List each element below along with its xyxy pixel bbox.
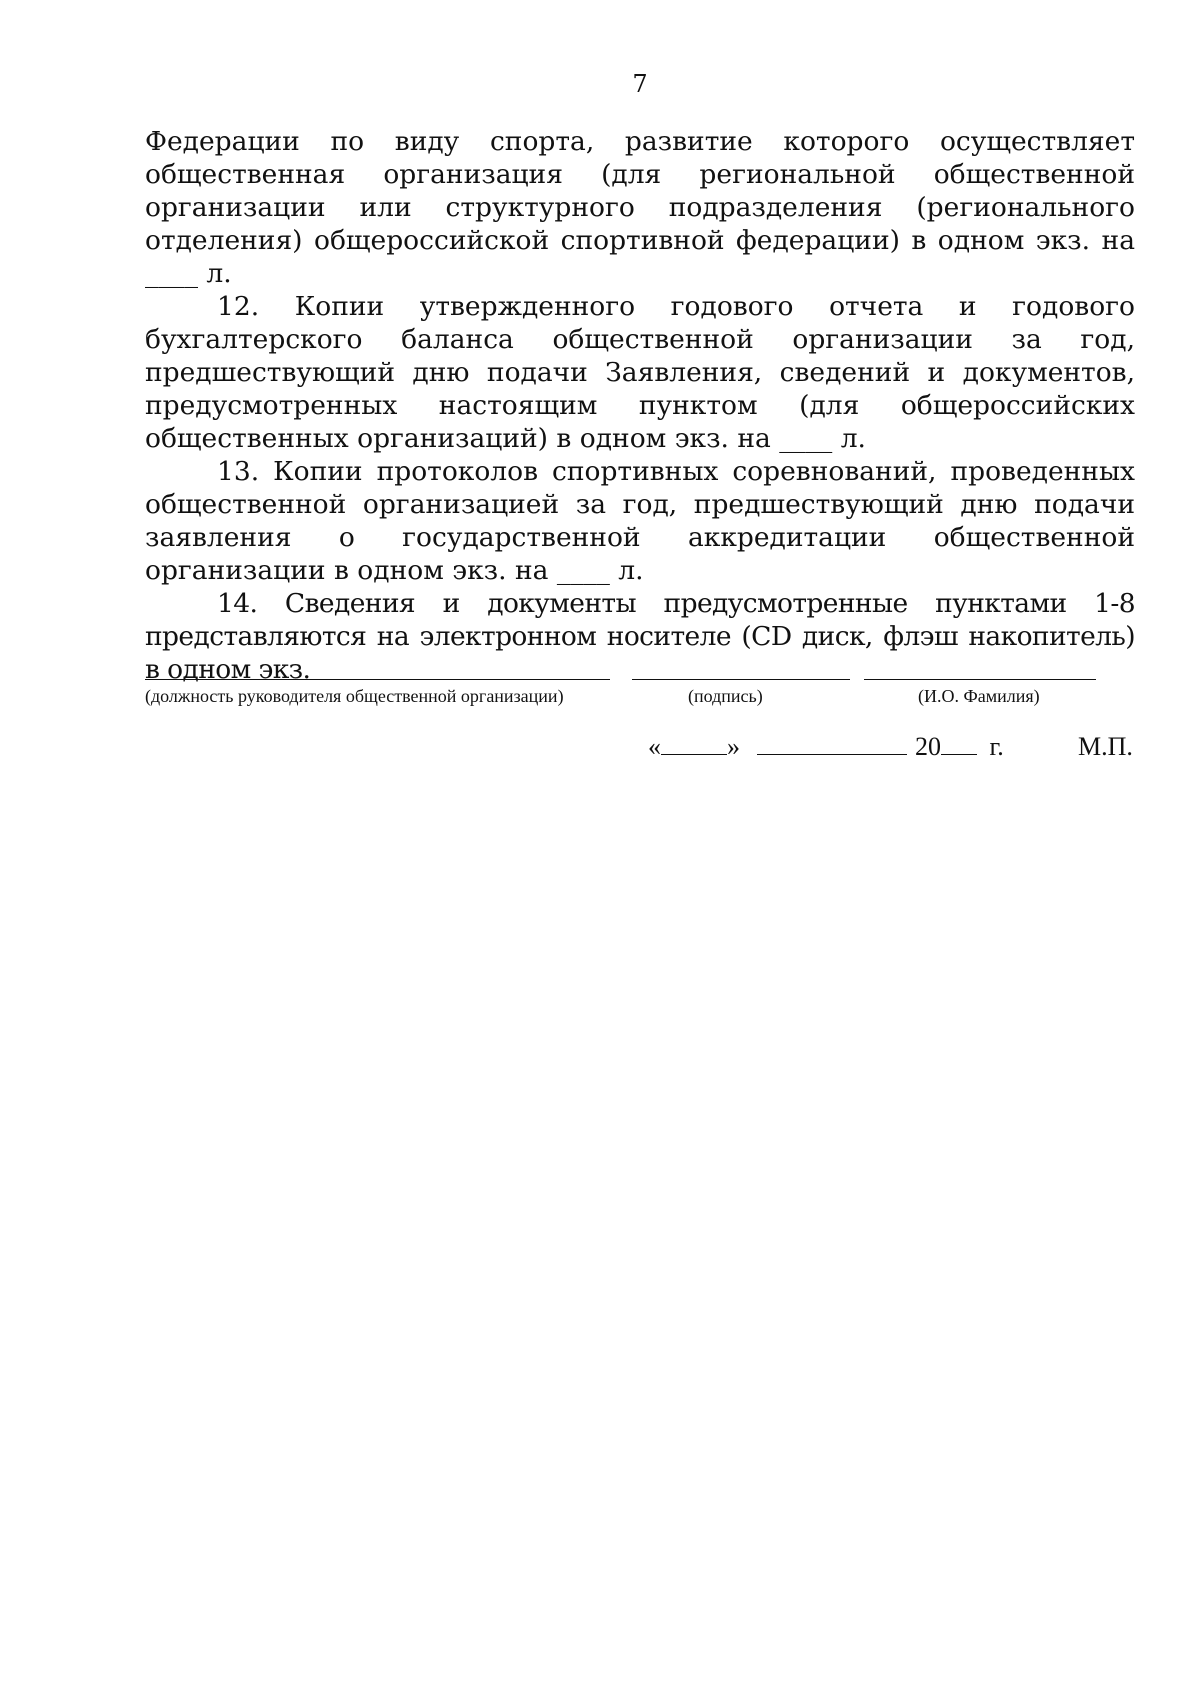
signature-line: [632, 679, 850, 680]
paragraph-item-13: 13. Копии протоколов спортивных соревнований, проведенных общественной организацией за год, предшествующий дню подачи заявления о государственной аккредитации общественной организации в одном экз. на ____ л.: [145, 456, 1135, 586]
document-body: [145, 125, 1135, 686]
date-close-quote: »: [727, 732, 740, 761]
date-line: [648, 732, 1004, 762]
paragraph-continuation: Федерации по виду спорта, развитие которого осуществляет общественная организация (для региональной общественной организации или структурного подразделения (регионального отделения) общероссийской спортивной федерации) в одном экз. на ____ л.: [145, 126, 1135, 289]
year-prefix: 20: [915, 732, 941, 761]
date-open-quote: «: [648, 732, 661, 761]
year-blank: [941, 732, 977, 755]
month-blank: [757, 732, 907, 755]
name-caption: (И.О. Фамилия): [918, 686, 1040, 706]
name-signature-line: [864, 679, 1096, 680]
day-blank: [661, 732, 727, 755]
paragraph-item-12: 12. Копии утвержденного годового отчета и годового бухгалтерского баланса общественной организации за год, предшествующий дню подачи Заявления, сведений и документов, предусмотренных настоящим пунктом (для общероссийских общественных организаций) в одном экз. на ____ л.: [145, 291, 1135, 454]
position-signature-line: [145, 679, 610, 680]
paragraph-item-14: 14. Сведения и документы предусмотренные пунктами 1-8 представляются на электронном носителе (CD диск, флэш накопитель) в одном экз.: [145, 588, 1135, 685]
year-suffix: г.: [989, 732, 1004, 761]
signature-caption: (подпись): [688, 686, 763, 706]
page-number: 7: [632, 70, 648, 98]
stamp-label: М.П.: [1078, 732, 1133, 761]
position-caption: (должность руководителя общественной организации): [145, 686, 564, 706]
